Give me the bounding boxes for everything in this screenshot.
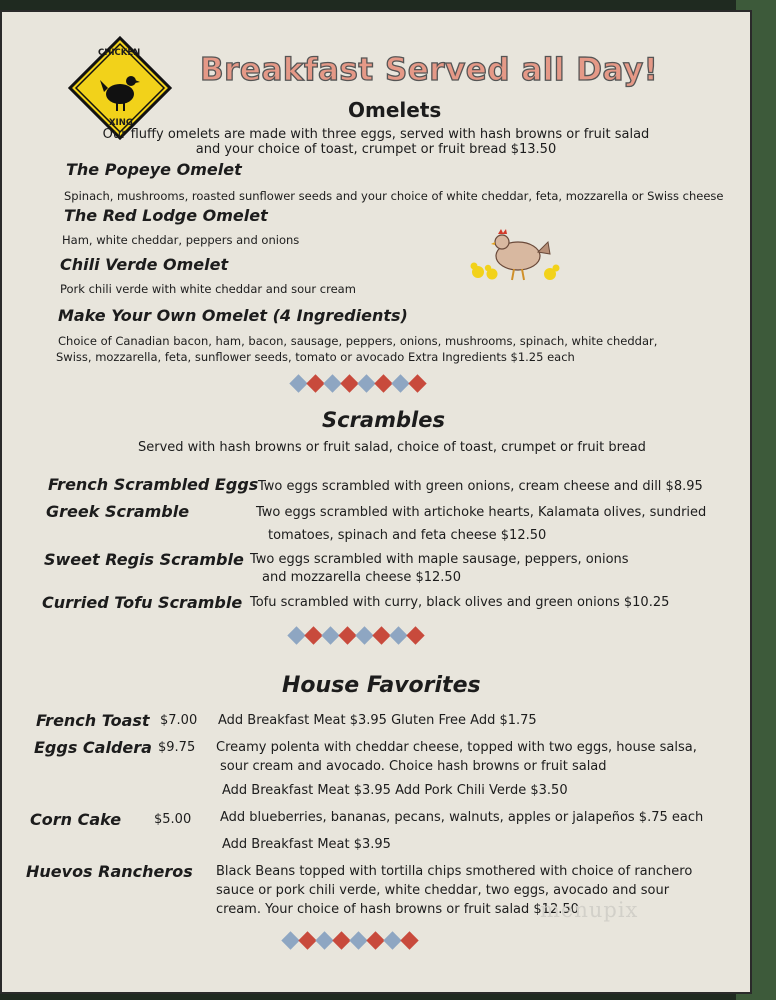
scramble-name: Sweet Regis Scramble <box>44 550 244 569</box>
watermark: menupix <box>540 898 639 922</box>
omelet-name: The Popeye Omelet <box>66 160 242 179</box>
sign-top-text: CHICKEN <box>98 48 141 58</box>
diamond-blue <box>389 626 407 644</box>
favorite-price: $9.75 <box>158 740 196 755</box>
scrambles-desc: Served with hash browns or fruit salad, choice of toast, crumpet or fruit bread <box>138 440 646 455</box>
diamond-blue <box>349 931 367 949</box>
diamond-blue <box>357 374 375 392</box>
omelets-desc-line2: and your choice of toast, crumpet or fruit bread $13.50 <box>195 142 557 157</box>
omelet-name: Chili Verde Omelet <box>60 255 229 274</box>
diamond-blue <box>289 374 307 392</box>
menu-title: Breakfast Served all Day! <box>200 52 659 88</box>
diamond-blue <box>321 626 339 644</box>
favorite-name: Eggs Caldera <box>34 738 152 757</box>
scramble-desc-line1: Two eggs scrambled with artichoke hearts, Kalamata olives, sundried <box>256 505 707 520</box>
diamond-divider <box>292 377 424 390</box>
diamond-blue <box>355 626 373 644</box>
diamond-red <box>374 374 392 392</box>
scramble-name: Curried Tofu Scramble <box>42 593 243 612</box>
sign-bottom-text: XING <box>109 118 133 128</box>
omelet-name: Make Your Own Omelet (4 Ingredients) <box>58 306 408 325</box>
omelets-desc-line1: Our fluffy omelets are made with three eggs, served with hash browns or fruit salad <box>102 127 650 142</box>
diamond-blue <box>323 374 341 392</box>
chicken-crossing-sign <box>68 36 172 140</box>
scramble-desc-line2: and mozzarella cheese $12.50 <box>262 570 461 585</box>
diamond-red <box>306 374 324 392</box>
favorite-desc-line3: cream. Your choice of hash browns or fruit salad $12.50 <box>216 902 579 917</box>
omelet-desc: Pork chili verde with white cheddar and sour cream <box>60 282 356 296</box>
scramble-desc-line2: tomatoes, spinach and feta cheese $12.50 <box>268 528 547 543</box>
favorite-desc-line1: Add blueberries, bananas, pecans, walnuts, apples or jalapeños $.75 each <box>220 810 704 825</box>
diamond-red <box>400 931 418 949</box>
omelet-desc: Ham, white cheddar, peppers and onions <box>62 233 300 247</box>
omelet-desc-line2: Swiss, mozzarella, feta, sunflower seeds, tomato or avocado Extra Ingredients $1.25 each <box>56 350 575 364</box>
house-favorites-heading: House Favorites <box>282 673 481 698</box>
diamond-blue <box>281 931 299 949</box>
scrambles-heading: Scrambles <box>322 408 445 432</box>
diamond-blue <box>287 626 305 644</box>
omelets-heading: Omelets <box>348 98 442 122</box>
diamond-red <box>298 931 316 949</box>
diamond-red <box>366 931 384 949</box>
diamond-red <box>338 626 356 644</box>
omelet-desc-line1: Choice of Canadian bacon, ham, bacon, sausage, peppers, onions, mushrooms, spinach, white cheddar, <box>58 334 658 348</box>
scramble-desc: Tofu scrambled with curry, black olives and green onions $10.25 <box>250 595 670 610</box>
diamond-divider <box>284 934 416 947</box>
scramble-desc-line1: Two eggs scrambled with maple sausage, peppers, onions <box>250 552 629 567</box>
diamond-divider <box>290 629 422 642</box>
menu-sheet <box>0 10 752 994</box>
omelet-desc: Spinach, mushrooms, roasted sunflower seeds and your choice of white cheddar, feta, mozzarella or Swiss cheese <box>64 189 724 203</box>
hen-and-chicks-illustration <box>466 222 566 284</box>
diamond-blue <box>391 374 409 392</box>
diamond-blue <box>315 931 333 949</box>
diamond-red <box>408 374 426 392</box>
favorite-desc-line1: Creamy polenta with cheddar cheese, topped with two eggs, house salsa, <box>216 740 697 755</box>
favorite-desc-line3: Add Breakfast Meat $3.95 Add Pork Chili Verde $3.50 <box>222 783 568 798</box>
diamond-blue <box>383 931 401 949</box>
scramble-name: French Scrambled Eggs <box>48 475 259 494</box>
diamond-red <box>372 626 390 644</box>
favorite-desc-line2: sauce or pork chili verde, white cheddar, two eggs, avocado and sour <box>216 883 670 898</box>
favorite-price: $5.00 <box>154 812 192 827</box>
diamond-red <box>332 931 350 949</box>
diamond-red <box>304 626 322 644</box>
favorite-desc-line2: Add Breakfast Meat $3.95 <box>222 837 391 852</box>
scramble-desc: Two eggs scrambled with green onions, cream cheese and dill $8.95 <box>258 479 703 494</box>
diamond-red <box>340 374 358 392</box>
scramble-name: Greek Scramble <box>46 502 190 521</box>
favorite-name: Corn Cake <box>30 810 122 829</box>
favorite-desc-line2: sour cream and avocado. Choice hash browns or fruit salad <box>220 759 607 774</box>
hen-icon <box>466 222 566 284</box>
favorite-desc: Add Breakfast Meat $3.95 Gluten Free Add $1.75 <box>218 713 537 728</box>
omelet-name: The Red Lodge Omelet <box>64 206 268 225</box>
diamond-red <box>406 626 424 644</box>
favorite-desc-line1: Black Beans topped with tortilla chips smothered with choice of ranchero <box>216 864 693 879</box>
favorite-name: French Toast <box>36 711 150 730</box>
favorite-price: $7.00 <box>160 713 198 728</box>
favorite-name: Huevos Rancheros <box>26 862 193 881</box>
